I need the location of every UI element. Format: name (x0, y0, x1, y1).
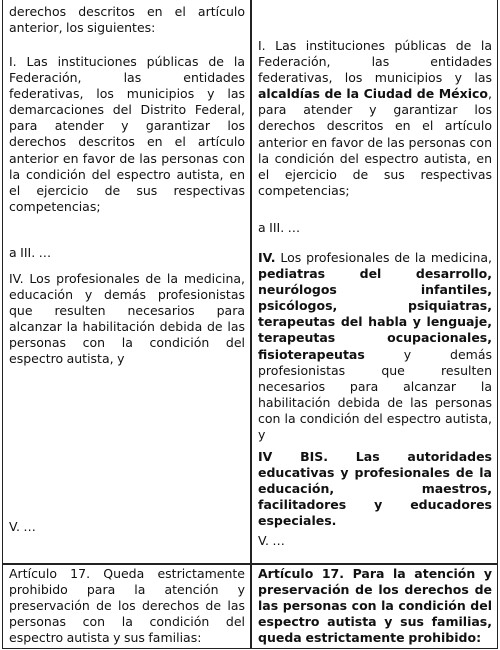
highlight-alcaldias: alcaldías de la Ciudad de México (258, 86, 489, 102)
column-divider (250, 0, 252, 648)
right-fraction-v (258, 533, 492, 549)
right-article-17 (258, 566, 492, 646)
left-intro-text: derechos descritos en el artículo anterior, los siguientes: (9, 4, 245, 36)
right-fraction-a3 (258, 220, 492, 236)
right-fraction-iv (258, 250, 492, 443)
left-fraction-a3-text: a III. … (9, 245, 52, 260)
left-fraction-a3 (9, 245, 245, 261)
left-intro (9, 4, 245, 36)
comparison-table (2, 0, 498, 649)
right-article-17-text: Artículo 17. Para la atención y preservación de los derechos de las personas con la condición del espectro autista y sus familias, queda estrictamente prohibido: (258, 566, 492, 646)
right-fraction-i-text: I. Las instituciones públicas de la Federación, las entidades federativas, los municipios y las alcaldías de la Ciudad de México, para atender y garantizar los derechos descritos en el artículo anterior en favor de las personas con la condición del espectro autista, en el ejercicio de sus respectivas competencias; (258, 38, 492, 198)
right-fraction-v-text: V. … (258, 533, 285, 548)
right-fraction-iv-bis-text: IV BIS. Las autoridades educativas y profesionales de la educación, maestros, facilitadores y educadores especiales. (258, 449, 492, 529)
left-fraction-iv (9, 271, 245, 368)
left-fraction-i (9, 54, 245, 215)
right-fraction-i (258, 38, 492, 199)
right-fraction-a3-text: a III. … (258, 220, 301, 235)
left-fraction-iv-text: IV. Los profesionales de la medicina, educación y demás profesionistas que resulten necesarios para alcanzar la habilitación debida de las personas con la condición del espectro autista, y (9, 271, 245, 367)
right-fraction-iv-bis (258, 449, 492, 529)
left-article-17-text: Artículo 17. Queda estrictamente prohibido para la atención y preservación de los derechos de las personas con la condición del espectro autista y sus familias: (9, 566, 245, 646)
right-fraction-iv-text: IV. Los profesionales de la medicina, pediatras del desarrollo, neurólogos infantiles, psicólogos, psiquiatras, terapeutas del habla y lenguaje, terapeutas ocupacionales, fisioterapeutas y demás profesionistas que resulten necesarios para alcanzar la habilitación debida de las personas con la condición del espectro autista, y (258, 250, 492, 443)
row-divider (3, 563, 497, 565)
left-fraction-v (9, 519, 245, 535)
left-fraction-i-text: I. Las instituciones públicas de la Federación, las entidades federativas, los municipios y las demarcaciones del Distrito Federal, para atender y garantizar los derechos descritos en el artículo anterior en favor de las personas con la condición del espectro autista, en el ejercicio de sus respectivas competencias; (9, 54, 245, 214)
left-article-17 (9, 566, 245, 646)
left-fraction-v-text: V. … (9, 519, 36, 534)
highlight-specialists: pediatras del desarrollo, neurólogos infantiles, psicólogos, psiquiatras, terapeutas del habla y lenguaje, terapeutas ocupacionales, fisioterapeutas (258, 266, 492, 362)
